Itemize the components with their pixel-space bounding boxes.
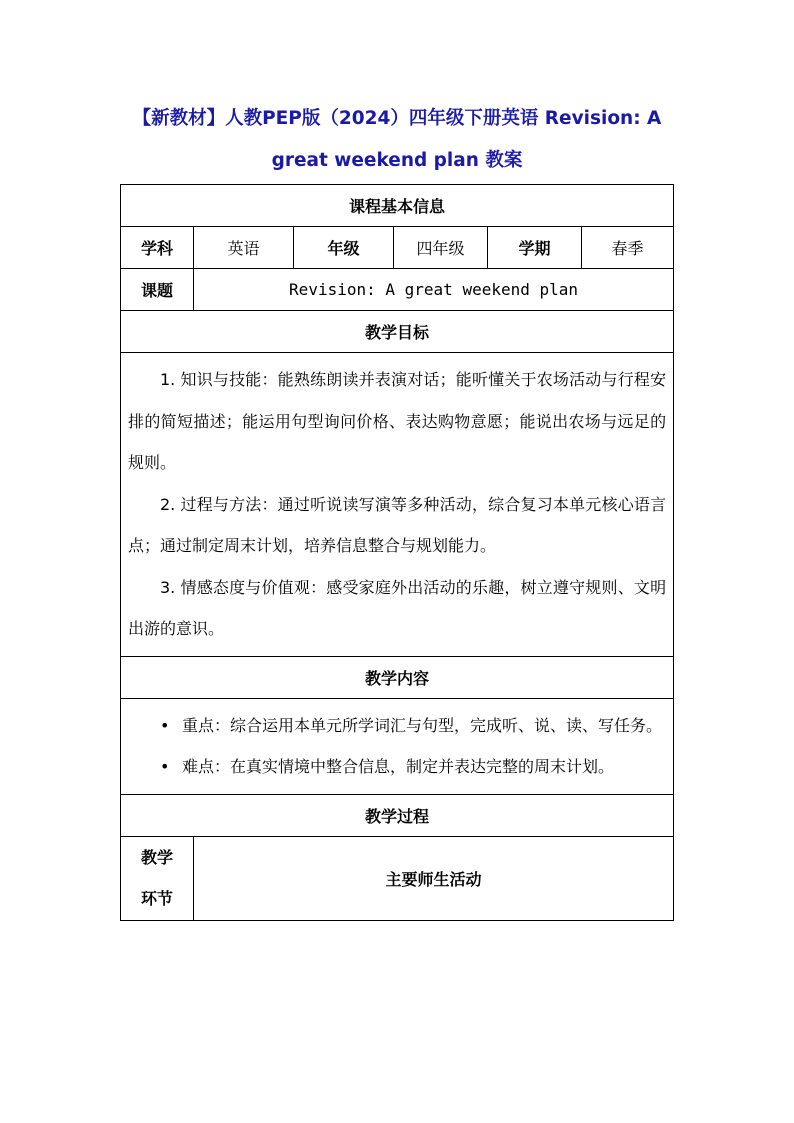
process-heading: 教学过程 — [121, 794, 674, 836]
basic-info-heading: 课程基本信息 — [121, 185, 674, 227]
topic-label: 课题 — [121, 269, 194, 311]
topic-value: Revision: A great weekend plan — [194, 269, 674, 311]
content-heading: 教学内容 — [121, 656, 674, 698]
objective-item: 1. 知识与技能：能熟练朗读并表演对话；能听懂关于农场活动与行程安排的简短描述；能运用句型询问价格、表达购物意愿；能说出农场与远足的规则。 — [128, 370, 667, 472]
objective-item: 2. 过程与方法：通过听说读写演等多种活动，综合复习本单元核心语言点；通过制定周末计划，培养信息整合与规划能力。 — [128, 494, 667, 555]
document-title-line-2: great weekend plan 教案 — [271, 150, 523, 171]
document-title-line-1: 【新教材】人教PEP版（2024）四年级下册英语 Revision: A — [132, 108, 662, 129]
bullet-icon: • — [160, 757, 170, 776]
content-item-text: 难点：在真实情境中整合信息，制定并表达完整的周末计划。 — [182, 757, 615, 776]
bullet-icon: • — [160, 715, 170, 735]
stage-label-text: 教学环节 — [140, 848, 173, 908]
objectives-heading: 教学目标 — [121, 311, 674, 353]
content-item — [128, 746, 666, 788]
objective-item: 3. 情感态度与价值观：感受家庭外出活动的乐趣，树立遵守规则、文明出游的意识。 — [128, 577, 667, 638]
grade-value: 四年级 — [394, 227, 488, 269]
grade-label: 年级 — [294, 227, 394, 269]
subject-value: 英语 — [194, 227, 294, 269]
content-item-text: 重点：综合运用本单元所学词汇与句型，完成听、说、读、写任务。 — [182, 715, 663, 735]
lesson-plan-table — [120, 184, 674, 921]
term-value: 春季 — [582, 227, 674, 269]
stage-label — [121, 836, 194, 920]
activity-label: 主要师生活动 — [194, 836, 674, 920]
subject-label: 学科 — [121, 227, 194, 269]
content-item — [128, 705, 666, 747]
content-body — [121, 698, 674, 794]
term-label: 学期 — [488, 227, 582, 269]
objectives-body — [121, 353, 674, 657]
